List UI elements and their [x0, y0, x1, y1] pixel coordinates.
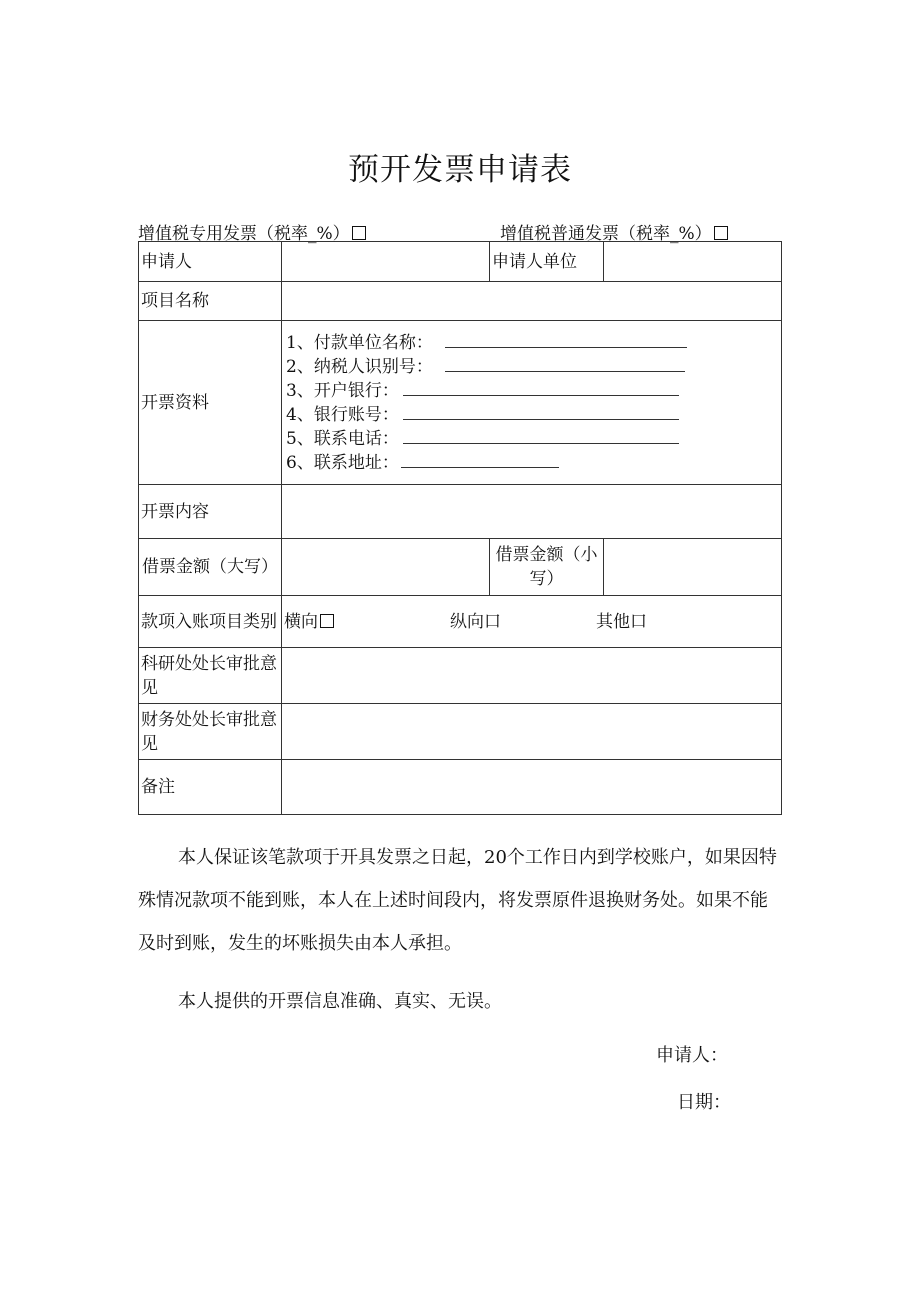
applicant-unit-label: 申请人单位 — [490, 242, 604, 282]
ordinary-vat-invoice-label: 增值税普通发票（税率_%） — [500, 224, 712, 244]
form-title: 预开发票申请表 — [348, 152, 572, 188]
category-vertical-option[interactable]: 纵向口 — [450, 611, 501, 632]
billing-content-label: 开票内容 — [139, 485, 282, 539]
phone-item: 5、联系电话： — [286, 427, 779, 451]
remarks-label: 备注 — [139, 760, 282, 815]
applicant-label: 申请人 — [139, 242, 282, 282]
payer-name-item: 1、付款单位名称： — [286, 331, 779, 355]
horizontal-checkbox[interactable] — [320, 614, 334, 628]
amount-upper-label: 借票金额（大写） — [139, 539, 282, 596]
project-name-field[interactable] — [282, 282, 782, 321]
category-horizontal-option[interactable]: 横向 — [284, 610, 450, 634]
billing-info-field[interactable] — [282, 321, 782, 485]
accuracy-statement: 本人提供的开票信息准确、真实、无误。 — [178, 991, 502, 1012]
bank-item: 3、开户银行： — [286, 379, 779, 403]
taxpayer-id-item: 2、纳税人识别号： — [286, 355, 779, 379]
project-name-label: 项目名称 — [139, 282, 282, 321]
category-other-option[interactable]: 其他口 — [596, 611, 647, 632]
amount-lower-field[interactable] — [604, 539, 782, 596]
bank-account-item: 4、银行账号： — [286, 403, 779, 427]
applicant-field[interactable] — [282, 242, 490, 282]
billing-info-list — [284, 331, 779, 475]
special-vat-checkbox[interactable] — [352, 226, 366, 240]
amount-lower-label: 借票金额（小写） — [490, 539, 604, 596]
applicant-unit-field[interactable] — [604, 242, 782, 282]
billing-content-field[interactable] — [282, 485, 782, 539]
special-vat-invoice-label: 增值税专用发票（税率_%） — [138, 224, 350, 244]
remarks-field[interactable] — [282, 760, 782, 815]
ordinary-vat-checkbox[interactable] — [714, 226, 728, 240]
research-approval-label: 科研处处长审批意见 — [139, 648, 282, 704]
billing-info-label: 开票资料 — [139, 321, 282, 485]
declaration-paragraph: 本人保证该笔款项于开具发票之日起，20个工作日内到学校账户，如果因特殊情况款项不能到账，本人在上述时间段内，将发票原件退换财务处。如果不能及时到账，发生的坏账损失由本人承担。 — [138, 847, 777, 954]
finance-approval-label: 财务处处长审批意见 — [139, 704, 282, 760]
research-approval-field[interactable] — [282, 648, 782, 704]
address-item: 6、联系地址： — [286, 451, 779, 475]
application-table — [138, 241, 782, 815]
amount-upper-field[interactable] — [282, 539, 490, 596]
applicant-signature-label: 申请人： — [656, 1045, 728, 1066]
finance-approval-field[interactable] — [282, 704, 782, 760]
account-category-field — [282, 596, 782, 648]
account-category-label: 款项入账项目类别 — [139, 596, 282, 648]
date-label: 日期： — [677, 1092, 731, 1113]
